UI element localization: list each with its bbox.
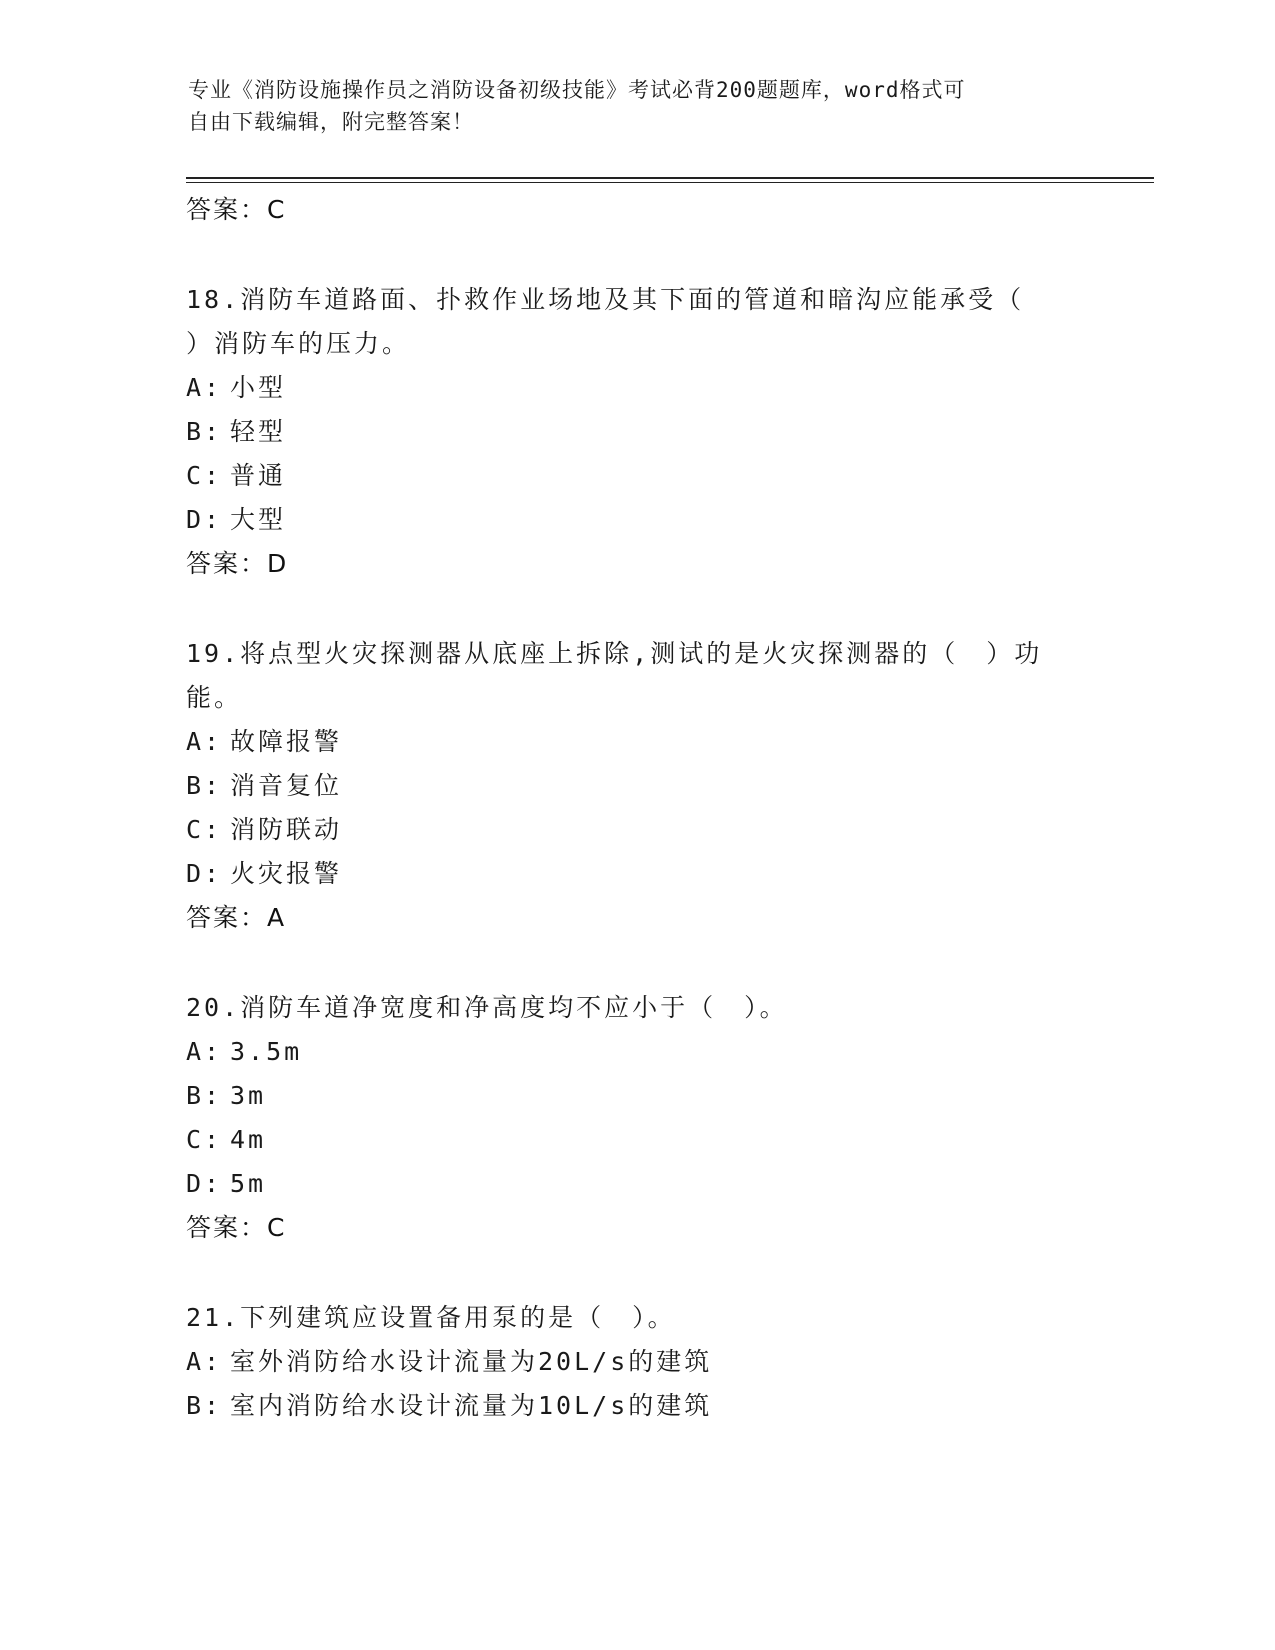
question-18-line-1: 18.消防车道路面、扑救作业场地及其下面的管道和暗沟应能承受（: [186, 285, 1025, 314]
option-text: 5m: [230, 1169, 267, 1198]
option-label: C:: [186, 1125, 223, 1154]
answer-prev: 答案：C: [186, 195, 287, 224]
question-21-line-1: 21.下列建筑应设置备用泵的是（ ）。: [186, 1303, 676, 1332]
question-18-line-2: ）消防车的压力。: [186, 329, 411, 358]
header-line-1: 专业《消防设施操作员之消防设备初级技能》考试必背200题题库，word格式可: [188, 78, 966, 102]
question-19-line-1: 19.将点型火灾探测器从底座上拆除,测试的是火灾探测器的（ ）功: [186, 639, 1043, 668]
option-text: 小型: [230, 373, 287, 402]
question-20-option-d: [186, 1166, 266, 1202]
option-text: 3.5m: [230, 1037, 303, 1066]
question-20-option-c: [186, 1122, 266, 1158]
question-18-option-a: [186, 370, 286, 406]
question-19-option-a: [186, 724, 342, 760]
question-19-option-d: [186, 856, 342, 892]
option-label: D:: [186, 859, 223, 888]
question-18-option-c: [186, 458, 286, 494]
option-label: D:: [186, 1169, 223, 1198]
question-21-option-b: [186, 1388, 712, 1424]
option-text: 普通: [230, 461, 287, 490]
option-text: 消音复位: [230, 771, 343, 800]
option-label: C:: [186, 815, 223, 844]
question-18-option-d: [186, 502, 286, 538]
header-rule-thick: [186, 177, 1154, 179]
option-text: 3m: [230, 1081, 267, 1110]
option-text: 4m: [230, 1125, 267, 1154]
option-label: C:: [186, 461, 223, 490]
option-label: D:: [186, 505, 223, 534]
option-label: A:: [186, 1347, 223, 1376]
option-label: B:: [186, 771, 223, 800]
question-19-line-2: 能。: [186, 683, 243, 712]
option-label: B:: [186, 1081, 223, 1110]
option-text: 消防联动: [230, 815, 343, 844]
document-header: [188, 74, 1068, 138]
option-text: 火灾报警: [230, 859, 343, 888]
header-line-2: 自由下载编辑，附完整答案！: [188, 110, 474, 134]
option-text: 轻型: [230, 417, 287, 446]
option-text: 室内消防给水设计流量为10L/s的建筑: [230, 1391, 713, 1420]
question-18-option-b: [186, 414, 286, 450]
option-label: A:: [186, 1037, 223, 1066]
header-rule-thin: [186, 182, 1154, 183]
option-label: A:: [186, 727, 223, 756]
option-text: 大型: [230, 505, 287, 534]
question-20-line-1: 20.消防车道净宽度和净高度均不应小于（ ）。: [186, 993, 788, 1022]
question-18-answer: 答案：D: [186, 549, 289, 578]
option-label: B:: [186, 417, 223, 446]
option-text: 室外消防给水设计流量为20L/s的建筑: [230, 1347, 713, 1376]
option-label: B:: [186, 1391, 223, 1420]
question-20-option-a: [186, 1034, 302, 1070]
question-20-option-b: [186, 1078, 266, 1114]
option-label: A:: [186, 373, 223, 402]
option-text: 故障报警: [230, 727, 343, 756]
question-20-answer: 答案：C: [186, 1213, 287, 1242]
question-21-option-a: [186, 1344, 712, 1380]
question-19-answer: 答案：A: [186, 903, 287, 932]
question-19-option-c: [186, 812, 342, 848]
question-19-option-b: [186, 768, 342, 804]
